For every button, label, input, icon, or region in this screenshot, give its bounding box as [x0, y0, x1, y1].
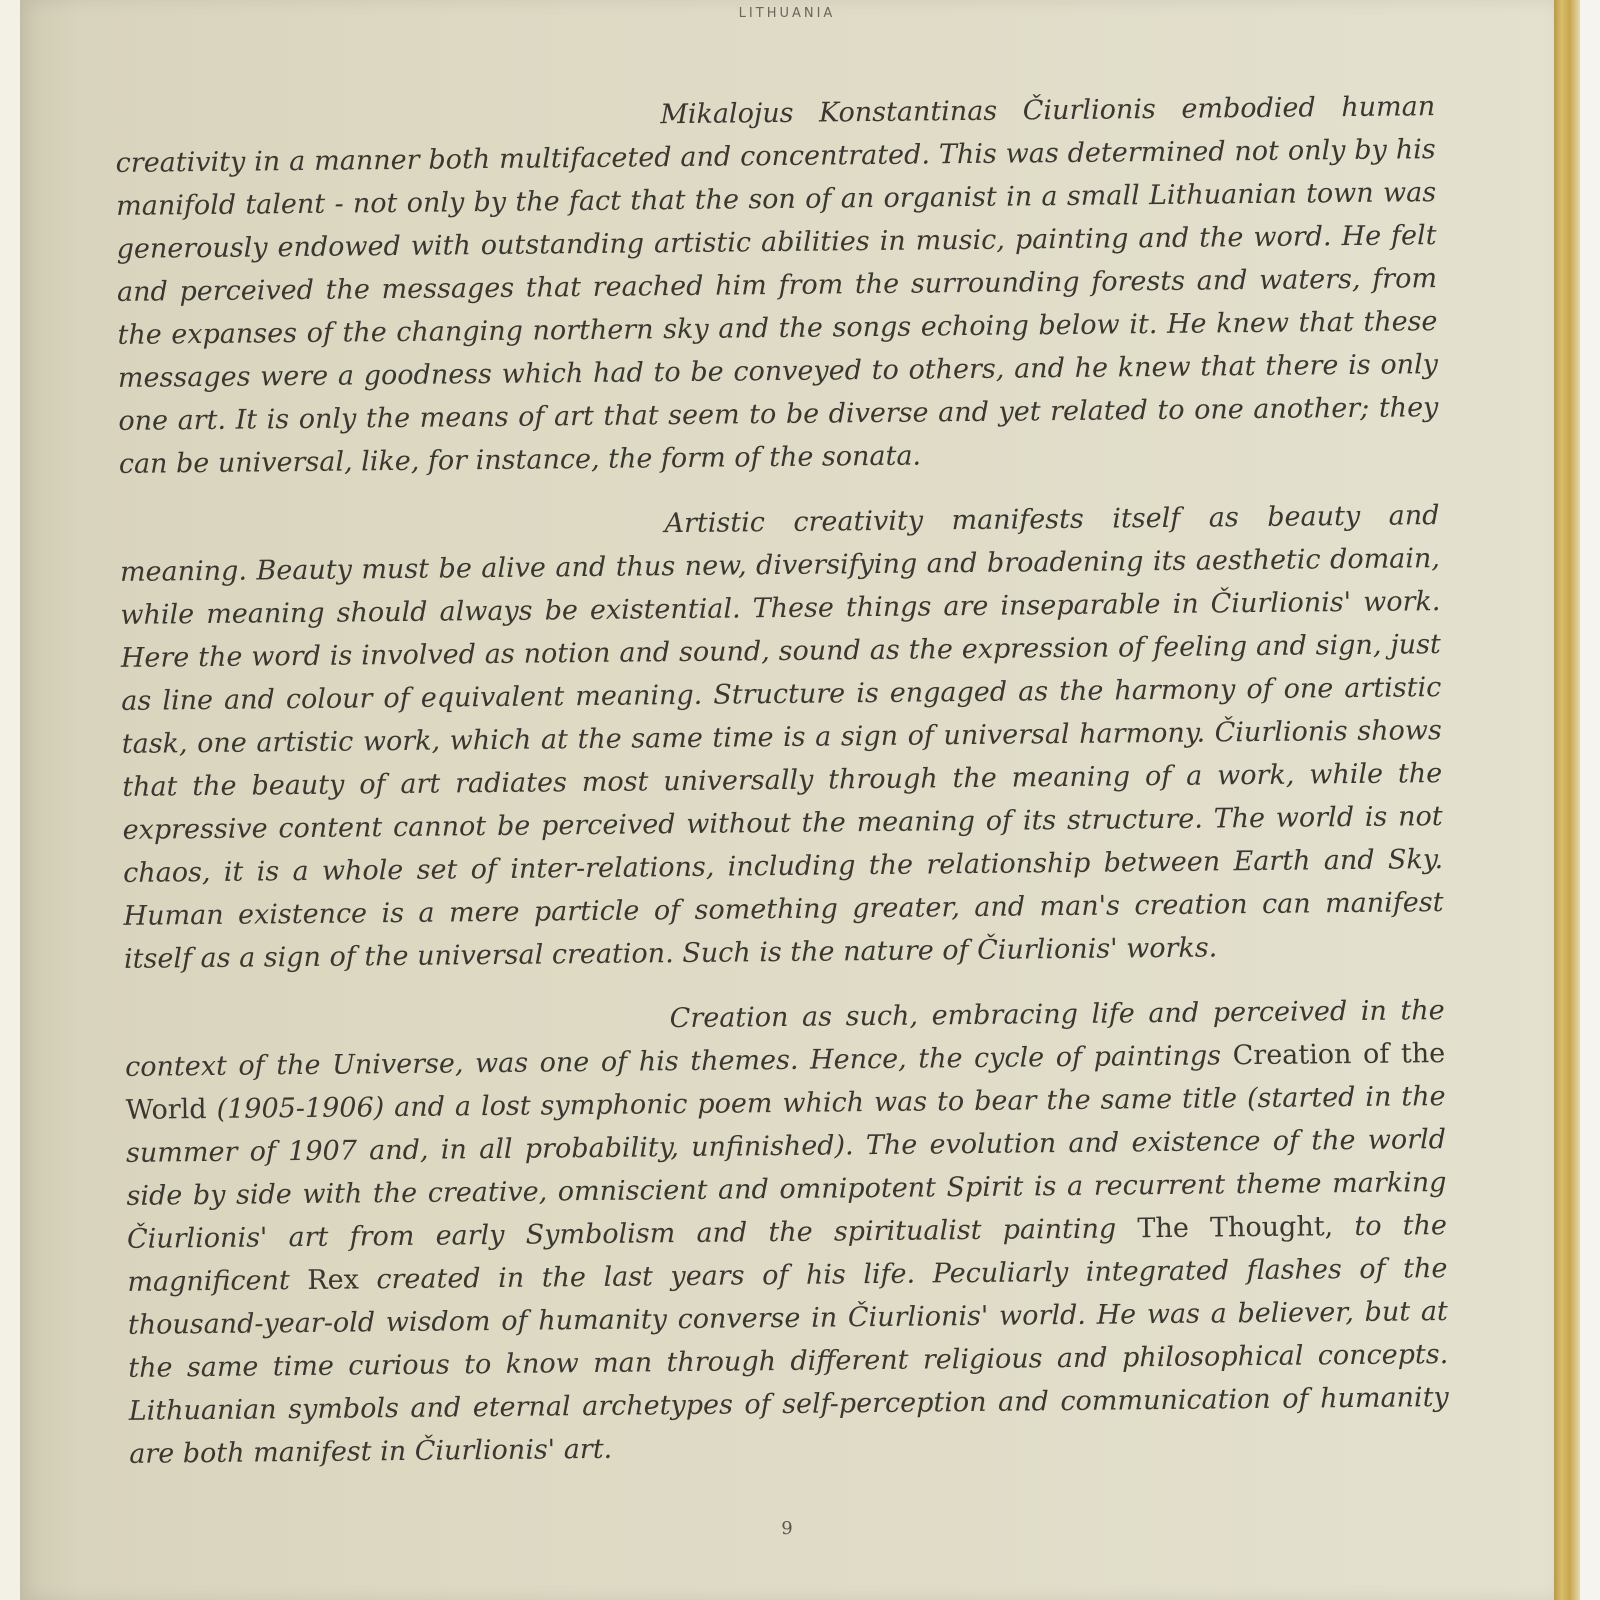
paragraph-indent — [115, 123, 660, 129]
paragraph-text: (1905-1906) and a lost symphonic poem which was to bear the same title (started in the summer of 1907 and, in all probability, unfinished). The evolution and existence of the world side by side with the creative, omniscient and omnipotent Spirit is a recurrent theme marking Čiurlionis' art from early Symbolism and the spiritualist painting — [125, 1081, 1447, 1255]
paragraph-text: Mikalojus Konstantinas Čiurlionis embodied human creativity in a manner both multifaceted and concentrated. This was determined not only by his manifold talent - not only by the fact that the son of an organist in a small Lithuanian town was generously endowed with outstanding artistic abilities in music, painting and the word. He felt and perceived the messages that reached him from the surrounding forests and waters, from the expanses of the changing northern sky and the songs echoing below it. He knew that these messages were a goodness which had to be conveyed to others, and he knew that there is only one art. It is only the means of art that seem to be diverse and yet related to one another; they can be universal, like, for instance, the form of the sonata. — [115, 91, 1439, 480]
paragraph-2 — [119, 494, 1444, 981]
running-head: LITHUANIA — [738, 6, 836, 21]
title-creation-of-the-world: Creation of the World — [125, 1038, 1446, 1126]
paragraph-indent — [125, 1027, 670, 1033]
paragraph-1 — [115, 85, 1439, 486]
page-number: 9 — [781, 1518, 793, 1539]
page-edge — [1554, 0, 1580, 1600]
paragraph-text: created in the last years of his life. Peculiarly integrated flashes of the thousand-year-old wisdom of humanity converse in Čiurlionis' world. He was a believer, but at the same time curious to know man through different religious and philosophical concepts. Lithuanian symbols and eternal archetypes of self-perception and communication of humanity are both manifest in Čiurlionis' art. — [127, 1253, 1449, 1470]
paragraph-text: Creation as such, embracing life and perceived in the context of the Universe, was one of his themes. Hence, the cycle of paintings — [125, 995, 1445, 1083]
paragraph-text: Artistic creativity manifests itself as beauty and meaning. Beauty must be alive and thus new, diversifying and broadening its aesthetic domain, while meaning should always be existential. These things are inseparable in Čiurlionis' work. Here the word is involved as notion and sound, sound as the expression of feeling and sign, just as line and colour of equivalent meaning. Structure is engaged as the harmony of one artistic task, one artistic work, which at the same time is a sign of universal harmony. Čiurlionis shows that the beauty of art radiates most universally through the meaning of a work, while the expressive content cannot be perceived without the meaning of its structure. The world is not chaos, it is a whole set of inter-relations, including the relationship between Earth and Sky. Human existence is a mere particle of something greater, and man's creation can manifest itself as a sign of the universal creation. Such is the nature of Čiurlionis' works. — [119, 500, 1444, 975]
body-text — [115, 85, 1450, 1498]
title-the-thought: The Thought, — [1137, 1211, 1334, 1245]
paragraph-3 — [125, 989, 1450, 1476]
background-strip — [1580, 0, 1600, 1600]
paragraph-indent — [120, 532, 665, 538]
title-rex: Rex — [307, 1264, 360, 1296]
book-page — [20, 0, 1554, 1600]
paragraph-text: to the magnificent — [127, 1210, 1448, 1298]
